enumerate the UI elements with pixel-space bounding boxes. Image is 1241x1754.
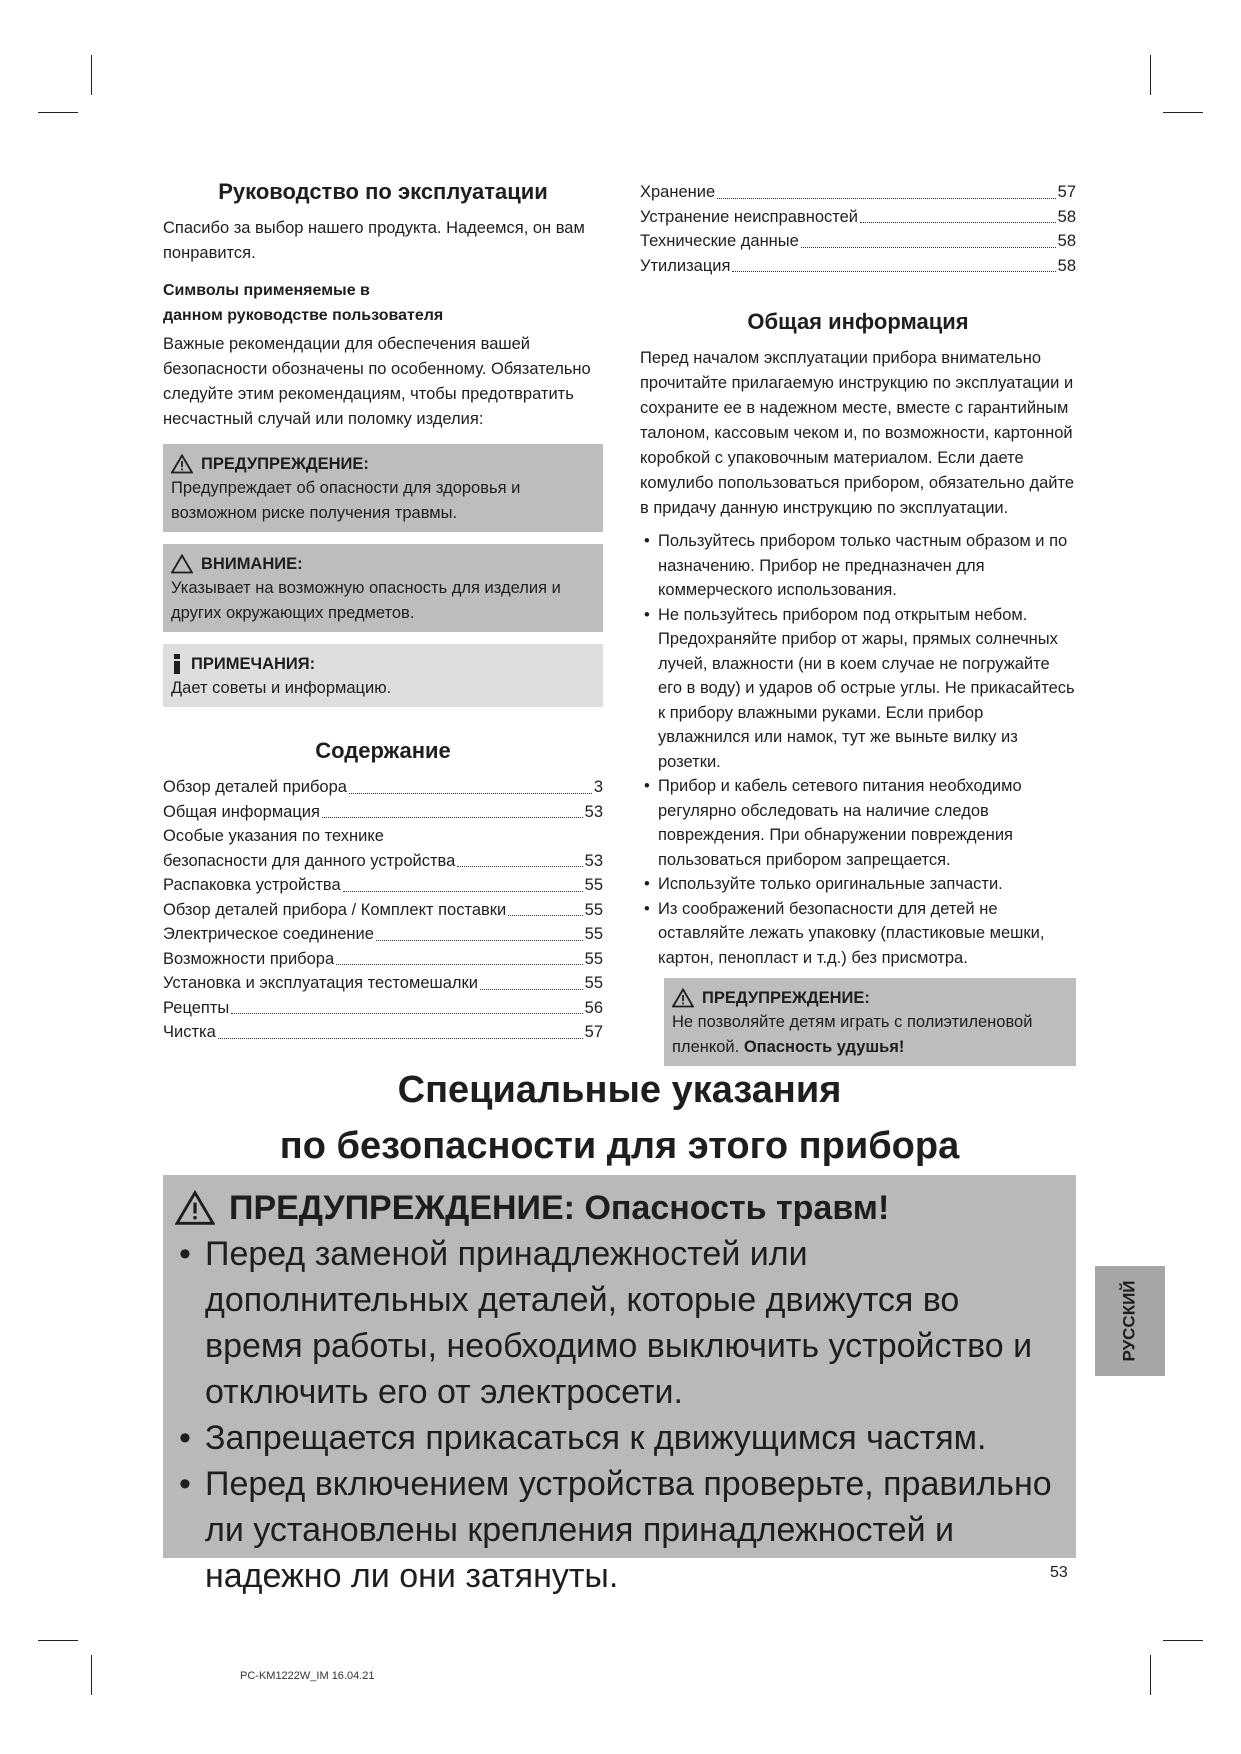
right-column <box>640 180 1076 1066</box>
crop-mark <box>91 1655 92 1695</box>
child-warning-emphasis: Опасность удушья! <box>743 1038 905 1056</box>
toc-item[interactable]: Утилизация 58 <box>640 256 1076 275</box>
warning-triangle-icon <box>672 988 694 1008</box>
toc-item[interactable]: Устранение неисправностей 58 <box>640 207 1076 226</box>
child-warning-text: Не позволяйте детям играть с полиэтиленовой пленкой. <box>672 1013 1033 1056</box>
toc-item[interactable]: Электрическое соединение 55 <box>163 925 603 943</box>
injury-warning-list <box>175 1231 1060 1599</box>
general-text: Перед началом эксплуатации прибора внимательно прочитайте прилагаемую инструкцию по эксплуатации и сохраните ее в надежном месте, вместе с гарантийным талоном, кассовым чеком и, по возможности, картонной коробкой с упаковочным материалом. Если даете комулибо попользоваться прибором, обязательно дайте в придачу данную инструкцию по эксплуатации. <box>640 349 1075 517</box>
symbols-heading: Символы применяемые в <box>163 282 370 299</box>
crop-mark <box>1163 112 1203 113</box>
notes-legend-title: ПРИМЕЧАНИЯ: <box>191 655 316 673</box>
warning-triangle-icon <box>175 1190 215 1226</box>
special-safety-title: Специальные указания по безопасности для этого прибора <box>279 1069 960 1167</box>
list-item: • Используйте только оригинальные запчасти. <box>640 872 1076 897</box>
toc-item[interactable]: Хранение 57 <box>640 183 1076 201</box>
info-icon <box>171 654 183 674</box>
toc-item[interactable]: Возможности прибора 55 <box>163 949 603 968</box>
child-warning-box <box>664 978 1076 1066</box>
warning-triangle-icon <box>171 454 193 474</box>
crop-mark <box>91 55 92 95</box>
list-item: • Перед включением устройства проверьте, правильно ли установлены крепления принадлежностей и надежно ли они затянуты. <box>175 1461 1060 1599</box>
caution-legend-box <box>163 544 603 632</box>
list-item: • Не пользуйтесь прибором под открытым небом. Предохраняйте прибор от жары, прямых солнечных лучей, влажности (ни в коем случае не погружайте его в воду) и ударов об острые углы. Не прикасайтесь к прибору влажными руками. Если прибор увлажнился или намок, тут же выньте вилку из розетки. <box>640 603 1076 775</box>
notes-legend-box <box>163 644 603 707</box>
crop-mark <box>1163 1640 1203 1641</box>
list-item: • Перед заменой принадлежностей или дополнительных деталей, которые движутся во время работы, необходимо выключить устройство и отключить его от электросети. <box>175 1231 1060 1415</box>
caution-triangle-icon <box>171 554 193 574</box>
warning-legend-text: Предупреждает об опасности для здоровья и возможном риске получения травмы. <box>171 479 521 522</box>
list-item: • Прибор и кабель сетевого питания необходимо регулярно обследовать на наличие следов повреждения. При обнаружении повреждения пользоваться прибором запрещается. <box>640 774 1076 872</box>
crop-mark <box>1150 55 1151 95</box>
general-bullets <box>640 529 1076 970</box>
toc-item[interactable]: Чистка 57 <box>163 1023 603 1041</box>
toc-item[interactable]: Обзор деталей прибора 3 <box>163 778 603 796</box>
toc-item[interactable]: Установка и эксплуатация тестомешалки 55 <box>163 974 603 992</box>
toc-item[interactable]: Технические данные 58 <box>640 232 1076 250</box>
list-item: • Запрещается прикасаться к движущимся частям. <box>175 1415 1060 1461</box>
warning-legend-title: ПРЕДУПРЕЖДЕНИЕ: <box>201 455 369 473</box>
crop-mark <box>38 1640 78 1641</box>
list-item: • Пользуйтесь прибором только частным образом и по назначению. Прибор не предназначен для коммерческого использования. <box>640 529 1076 603</box>
notes-legend-text: Дает советы и информацию. <box>171 679 392 697</box>
left-column <box>163 178 603 1045</box>
language-tab: РУССКИЙ <box>1095 1266 1165 1376</box>
toc-item[interactable]: Общая информация 53 <box>163 802 603 821</box>
manual-title: Руководство по эксплуатации <box>218 179 548 204</box>
caution-legend-text: Указывает на возможную опасность для изделия и других окружающих предметов. <box>171 579 561 622</box>
symbols-text: Важные рекомендации для обеспечения вашей безопасности обозначены по особенному. Обязательно следуйте этим рекомендациям, чтобы предотвратить несчастный случай или поломку изделия: <box>163 335 591 428</box>
page-number: 53 <box>1050 1564 1068 1581</box>
contents-list-left <box>163 775 603 1045</box>
crop-mark <box>1150 1655 1151 1695</box>
warning-legend-box <box>163 444 603 532</box>
toc-item[interactable]: Особые указания по технике безопасности для данного устройства 53 <box>163 827 603 870</box>
toc-item[interactable]: Распаковка устройства 55 <box>163 876 603 894</box>
caution-legend-title: ВНИМАНИЕ: <box>201 555 303 573</box>
contents-title: Содержание <box>315 738 451 763</box>
toc-item[interactable]: Рецепты 56 <box>163 998 603 1017</box>
crop-mark <box>38 112 78 113</box>
list-item: • Из соображений безопасности для детей не оставляйте лежать упаковку (пластиковые мешки, картон, пенопласт и т.д.) без присмотра. <box>640 897 1076 971</box>
toc-item[interactable]: Обзор деталей прибора / Комплект поставки 55 <box>163 900 603 919</box>
footer-code: PC-KM1222W_IM 16.04.21 <box>240 1670 375 1682</box>
intro-text: Спасибо за выбор нашего продукта. Надеемся, он вам понравится. <box>163 219 585 262</box>
child-warning-title: ПРЕДУПРЕЖДЕНИЕ: <box>702 989 870 1007</box>
injury-warning-title: ПРЕДУПРЕЖДЕНИЕ: Опасность травм! <box>229 1189 890 1227</box>
contents-list-right <box>640 180 1076 278</box>
general-title: Общая информация <box>747 309 969 334</box>
symbols-heading: данном руководстве пользователя <box>163 307 444 324</box>
